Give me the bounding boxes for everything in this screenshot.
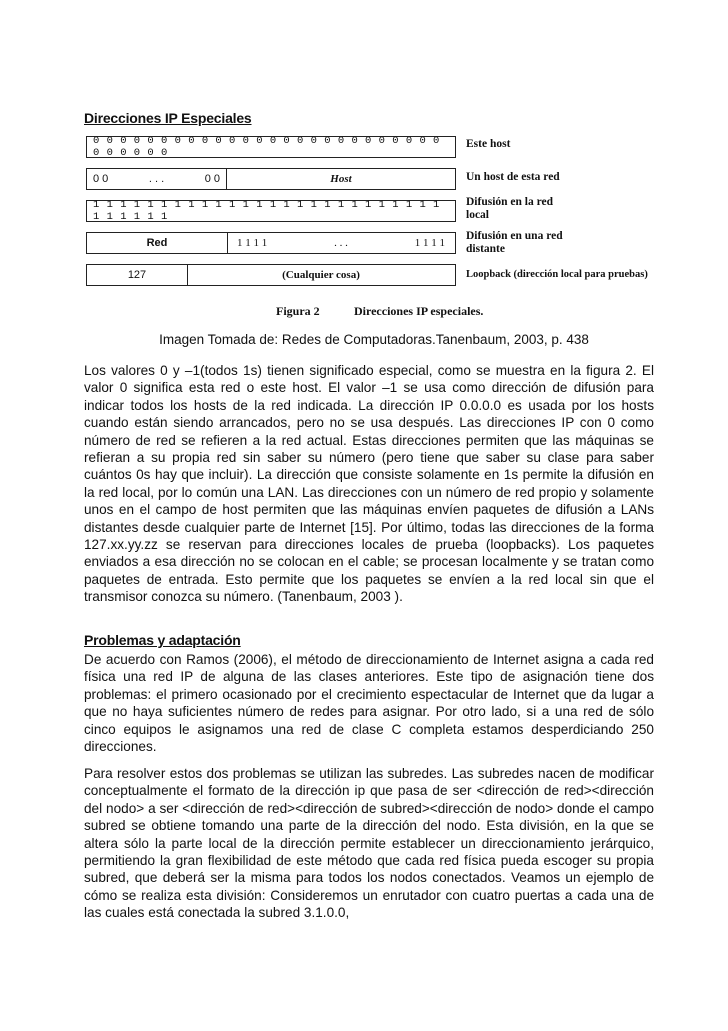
red-field: Red bbox=[87, 233, 228, 253]
ones-right: 1 1 1 1 bbox=[414, 237, 445, 249]
ones-left: 1 1 1 1 bbox=[237, 237, 268, 249]
cualquier-cosa-field: (Cualquier cosa) bbox=[282, 269, 360, 281]
section-heading-problemas: Problemas y adaptación bbox=[84, 632, 241, 648]
loopback-127-field: 127 bbox=[87, 265, 188, 285]
label-difusion-red-local: Difusión en la red local bbox=[466, 196, 554, 221]
figure-ip-especiales bbox=[86, 128, 656, 328]
figure-caption-number: Figura 2 bbox=[276, 304, 320, 318]
network-zeros-segment bbox=[87, 169, 227, 189]
figure-source: Imagen Tomada de: Redes de Computadoras.Tanenbaum, 2003, p. 438 bbox=[159, 332, 589, 347]
bits-all-zeros: 0 0 0 0 0 0 0 0 0 0 0 0 0 0 0 0 0 0 0 0 0 0 0 0 0 0 0 0 0 0 0 0 bbox=[93, 135, 440, 159]
row-host-de-red-box bbox=[86, 168, 456, 190]
paragraph-subredes: Para resolver estos dos problemas se utilizan las subredes. Las subredes nacen de modificar conceptualmente el formato de la dirección ip que pasa de ser <dirección de red><dirección del nodo> a ser <dirección de red><dirección de subred><dirección de nodo> donde el campo subred se obtiene tomando una parte de la dirección del nodo. Esta división, en la que se altera sólo la parte local de la dirección permite establecer un direccionamiento jerárquico, permitiendo la gran flexibilidad de este método que cada red física pueda escoger su propia subred, que deberá ser la misma para todos los nodos conectados. Veamos un ejemplo de cómo se realiza esta división: Consideremos un enrutador con cuatro puertas a cada una de las cuales está conectada la subred 3.1.0.0, bbox=[84, 766, 654, 921]
figure-caption-text: Direcciones IP especiales. bbox=[354, 304, 484, 318]
label-difusion-red-distante: Difusión en una red distante bbox=[466, 230, 563, 255]
bits-all-ones: 1 1 1 1 1 1 1 1 1 1 1 1 1 1 1 1 1 1 1 1 1 1 1 1 1 1 1 1 1 1 1 1 bbox=[93, 199, 440, 223]
label-host-de-esta-red: Un host de esta red bbox=[466, 171, 560, 183]
paragraph-problemas: De acuerdo con Ramos (2006), el método de direccionamiento de Internet asigna a cada red física una red IP de alguna de las clases anteriores. Este tipo de asignación tiene dos problemas: el primero ocasionado por el crecimiento espectacular de Internet que da lugar a que no haya suficientes número de redes para asignar. Por otro lado, si a una red de sólo cinco equipos le asignamos una red de clase C completa estamos desperdiciando 250 direcciones. bbox=[84, 652, 654, 755]
label-este-host: Este host bbox=[466, 138, 511, 150]
section-heading-ip-especiales: Direcciones IP Especiales bbox=[84, 110, 252, 126]
host-field: Host bbox=[330, 173, 352, 185]
zeros-right: 0 0 bbox=[204, 173, 220, 185]
zeros-dots: . . . bbox=[148, 173, 165, 185]
zeros-left: 0 0 bbox=[93, 173, 109, 185]
row-este-host-box bbox=[86, 136, 456, 158]
paragraph-valores-especiales: Los valores 0 y –1(todos 1s) tienen significado especial, como se muestra en la figura 2. El valor 0 significa esta red o este host. El valor –1 se usa como dirección de difusión para indicar todos los hosts de la red indicada. La dirección IP 0.0.0.0 es usada por los hosts cuando están siendo arrancados, pero no se usa después. Las direcciones IP con 0 como número de red se refieren a la red actual. Estas direcciones permiten que las máquinas se refieran a su propia red sin saber su número (pero tiene que saber su clase para saber cuántos 0s hay que incluir). La dirección que consiste solamente en 1s permite la difusión en la red local, por lo común una LAN. Las direcciones con un número de red propio y solamente unos en el campo de host permiten que las máquinas envíen paquetes de difusión a LANs distantes desde cualquier parte de Internet [15]. Por último, todas las direcciones de la forma 127.xx.yy.zz se reservan para direcciones locales de prueba (loopbacks). Los paquetes enviados a esa dirección no se colocan en el cable; se procesan localmente y se tratan como paquetes de entrada. Esto permite que los paquetes se envíen a la red local sin que el transmisor conozca su número. (Tanenbaum, 2003 ). bbox=[84, 363, 654, 605]
ones-dots: . . . bbox=[334, 237, 348, 249]
row-loopback-box bbox=[86, 264, 456, 286]
label-loopback: Loopback (dirección local para pruebas) bbox=[466, 269, 648, 280]
row-difusion-distante-box bbox=[86, 232, 456, 254]
row-difusion-local-box bbox=[86, 200, 456, 222]
ones-host-field bbox=[227, 233, 455, 253]
